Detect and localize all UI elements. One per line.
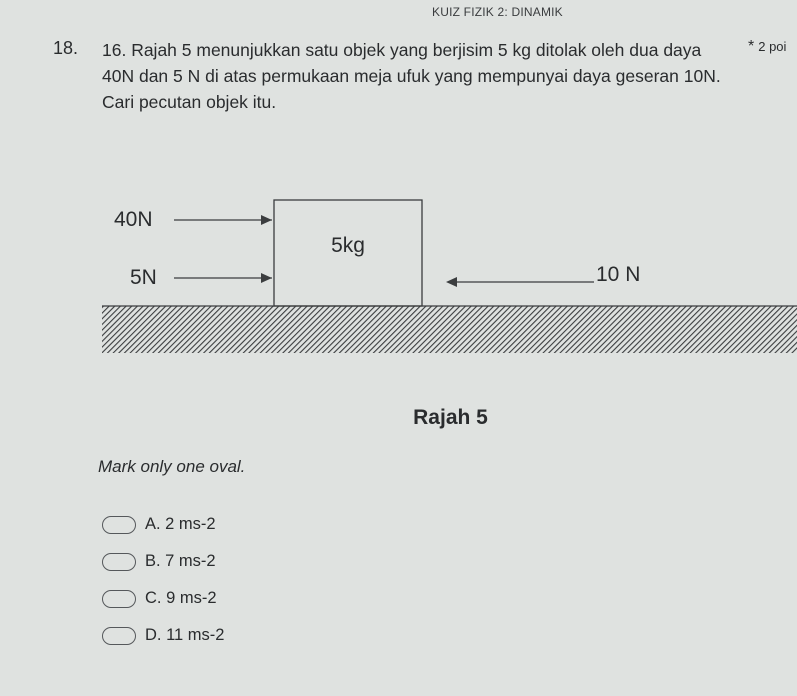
option-b[interactable] [102, 543, 224, 580]
force-5n-arrowhead [261, 273, 272, 283]
radio-oval[interactable] [102, 516, 136, 534]
option-a[interactable] [102, 506, 224, 543]
force-40n-arrowhead [261, 215, 272, 225]
option-c[interactable] [102, 580, 224, 617]
radio-oval[interactable] [102, 553, 136, 571]
option-label: B. 7 ms-2 [145, 552, 216, 570]
points-label: 2 poi [758, 39, 787, 54]
option-label: A. 2 ms-2 [145, 515, 216, 533]
radio-oval[interactable] [102, 627, 136, 645]
friction-label: 10 N [596, 263, 641, 286]
mass-label: 5kg [331, 234, 365, 257]
force-5n-label: 5N [130, 266, 157, 289]
radio-oval[interactable] [102, 590, 136, 608]
force-40n-label: 40N [114, 208, 153, 231]
question-text: 16. Rajah 5 menunjukkan satu objek yang berjisim 5 kg ditolak oleh dua daya 40N dan 5 N di atas permukaan meja ufuk yang mempunyai daya geseran 10N. Cari pecutan objek itu. [102, 40, 721, 112]
option-label: D. 11 ms-2 [145, 626, 225, 644]
table-surface [102, 306, 797, 353]
required-star: * [748, 38, 755, 55]
question-number: 18. [53, 38, 79, 58]
option-d[interactable] [102, 617, 224, 654]
form-header-title: KUIZ FIZIK 2: DINAMIK [432, 5, 563, 19]
option-label: C. 9 ms-2 [145, 589, 217, 607]
force-diagram [100, 190, 797, 355]
answer-options [102, 506, 224, 654]
points-indicator [748, 38, 786, 56]
instruction-text: Mark only one oval. [98, 457, 246, 476]
figure-caption: Rajah 5 [413, 406, 488, 429]
friction-arrowhead [446, 277, 457, 287]
